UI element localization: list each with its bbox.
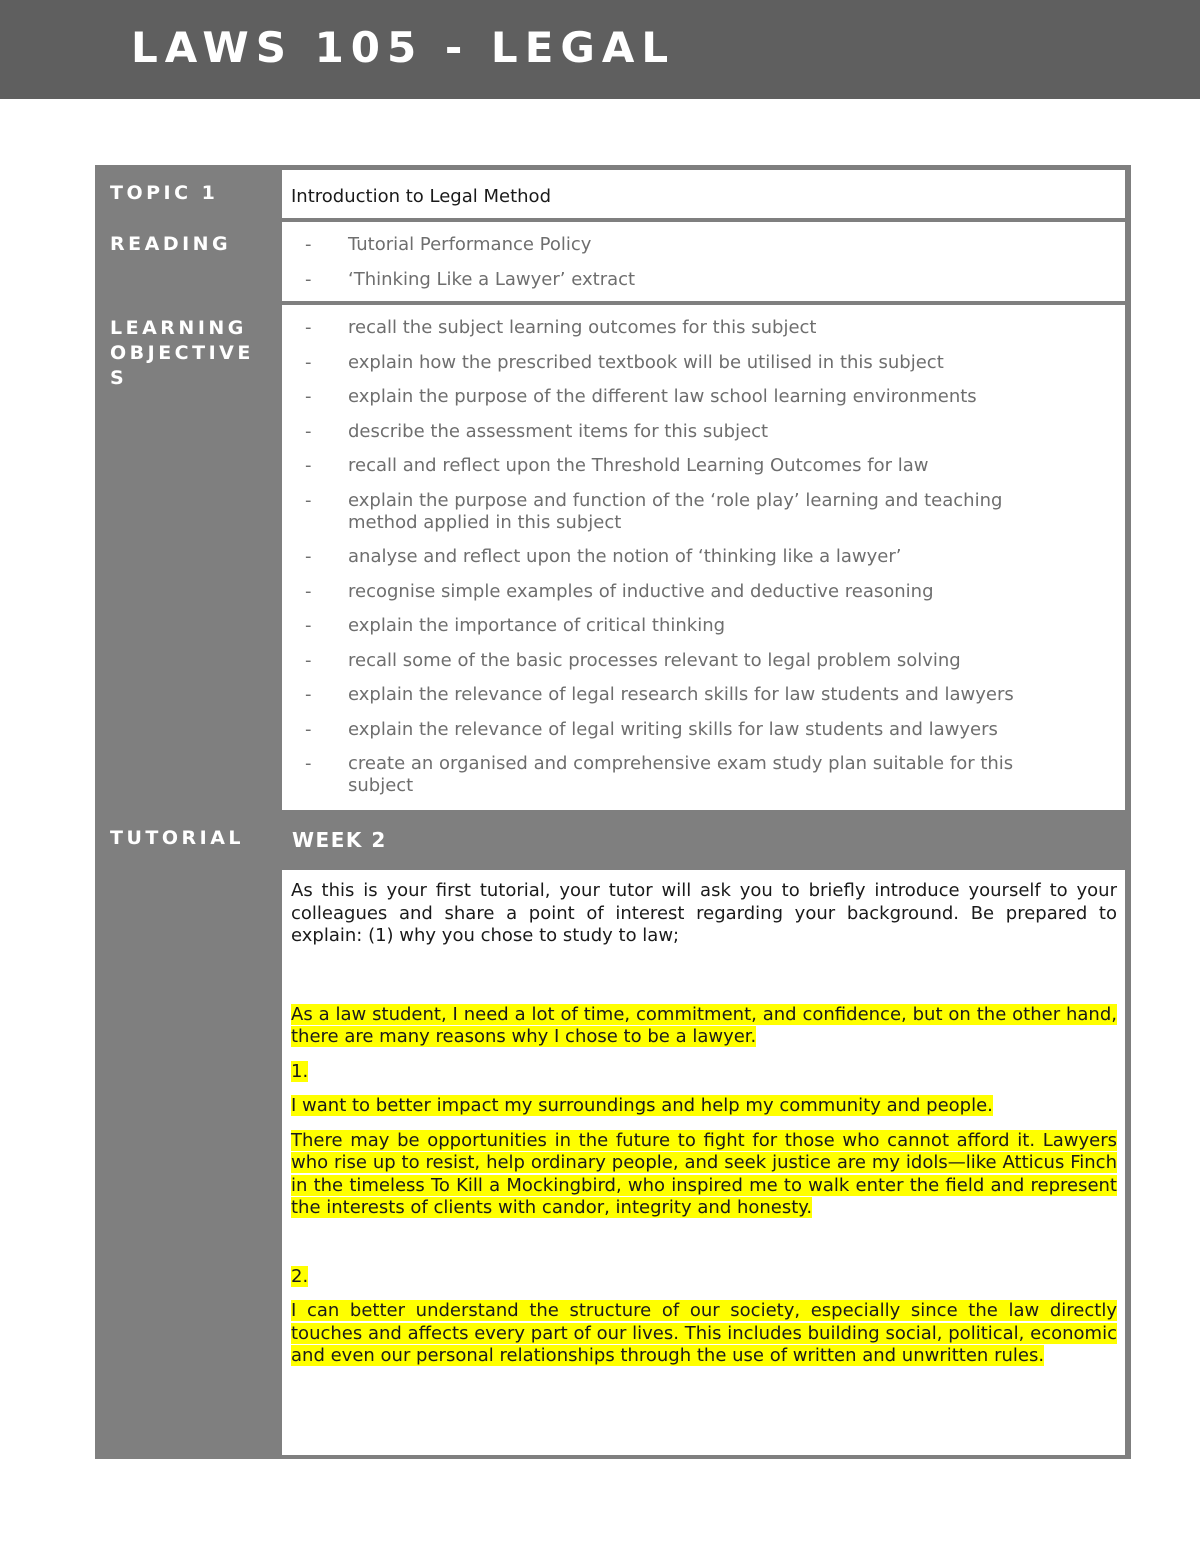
learning-objective-item-text: recall and reflect upon the Threshold Learning Outcomes for law xyxy=(348,455,929,476)
answer-intro-text: As a law student, I need a lot of time, commitment, and confidence, but on the other hand, there are many reasons why I chose to be a lawyer. xyxy=(291,1003,1117,1047)
learning-objective-item-text: explain the importance of critical thinking xyxy=(348,615,726,636)
topic-label: TOPIC 1 xyxy=(110,182,219,204)
learning-objective-item-text: describe the assessment items for this subject xyxy=(348,420,769,442)
dash-bullet: - xyxy=(305,718,312,740)
dash-bullet: - xyxy=(305,234,312,255)
tutorial-instructions-text: As this is your first tutorial, your tutor will ask you to briefly introduce yourself to your colleagues and share a point of interest regarding your background. Be prepared to explain: (1) why you chose to study to law; xyxy=(291,880,1117,946)
learning-objective-item xyxy=(282,490,1125,534)
dash-bullet: - xyxy=(305,455,312,476)
learning-objective-item-text: recognise simple examples of inductive and deductive reasoning xyxy=(348,580,934,602)
learning-objective-item xyxy=(282,455,1125,477)
dash-bullet: - xyxy=(305,753,312,774)
learning-objective-item-text: explain the purpose and function of the ‘role play’ learning and teaching method applied in this subject xyxy=(348,489,1003,533)
learning-objective-item xyxy=(282,546,1125,568)
topic-value: Introduction to Legal Method xyxy=(291,186,551,207)
point2-number-text: 2. xyxy=(291,1265,309,1287)
learning-objectives-list xyxy=(282,317,1125,810)
reading-item-text: Tutorial Performance Policy xyxy=(348,234,592,255)
learning-objective-item-text: explain how the prescribed textbook will be utilised in this subject xyxy=(348,351,944,373)
learning-objective-item-text: recall the subject learning outcomes for this subject xyxy=(348,317,817,338)
tutorial-week: WEEK 2 xyxy=(292,828,387,852)
learning-objective-item xyxy=(282,421,1125,443)
point1-body-text: There may be opportunities in the future to fight for those who cannot afford it. Lawyers who rise up to resist, help ordinary people, and seek justice are my idols—like Atticus Finch in the timeless To Kill a Mockingbird, who inspired me to walk enter the field and represent the interests of clients with candor, integrity and honesty. xyxy=(291,1129,1117,1218)
answer-intro xyxy=(291,1004,1117,1049)
learning-objective-item-text: explain the purpose of the different law school learning environments xyxy=(348,386,977,407)
learning-objective-item-text: create an organised and comprehensive exam study plan suitable for this subject xyxy=(348,753,1014,796)
reading-item xyxy=(282,234,1125,256)
point1-heading-text: I want to better impact my surroundings and help my community and people. xyxy=(291,1095,993,1116)
point2-body-text: I can better understand the structure of our society, especially since the law directly touches and affects every part of our lives. This includes building social, political, economic and even our personal relationships through the use of written and unwritten rules. xyxy=(291,1300,1117,1366)
learning-objective-item xyxy=(282,352,1125,374)
point1-number-text: 1. xyxy=(291,1060,309,1082)
tutorial-week-header xyxy=(282,812,1131,868)
learning-objective-item xyxy=(282,684,1125,706)
header-banner xyxy=(0,0,1200,99)
learning-objective-item xyxy=(282,581,1125,603)
document-title: LAWS 105 - LEGAL xyxy=(131,23,676,72)
point1-body xyxy=(291,1130,1117,1220)
learning-objective-item xyxy=(282,317,1125,339)
learning-objective-item xyxy=(282,719,1125,741)
learning-objectives-label: LEARNING OBJECTIVE S xyxy=(110,317,254,389)
learning-objective-item xyxy=(282,753,1125,797)
dash-bullet: - xyxy=(305,546,312,567)
dash-bullet: - xyxy=(305,615,312,636)
learning-objective-item-text: explain the relevance of legal writing skills for law students and lawyers xyxy=(348,718,998,740)
learning-objective-item xyxy=(282,386,1125,408)
dash-bullet: - xyxy=(305,489,312,511)
learning-objective-item xyxy=(282,615,1125,637)
topic-table xyxy=(95,165,1131,1459)
reading-item xyxy=(282,269,1125,291)
reading-cell xyxy=(282,222,1125,301)
dash-bullet: - xyxy=(305,351,312,373)
learning-objective-item-text: analyse and reflect upon the notion of ‘thinking like a lawyer’ xyxy=(348,546,902,567)
reading-item-text: ‘Thinking Like a Lawyer’ extract xyxy=(348,268,636,290)
dash-bullet: - xyxy=(305,649,312,671)
learning-objective-item-text: recall some of the basic processes relevant to legal problem solving xyxy=(348,649,961,671)
point1-number xyxy=(291,1061,1117,1084)
point1-heading xyxy=(291,1095,1117,1118)
dash-bullet: - xyxy=(305,684,312,705)
dash-bullet: - xyxy=(305,420,312,442)
tutorial-cell xyxy=(282,870,1125,1455)
point2-body xyxy=(291,1300,1117,1368)
point2-number xyxy=(291,1266,1117,1289)
learning-objective-item-text: explain the relevance of legal research skills for law students and lawyers xyxy=(348,684,1014,705)
dash-bullet: - xyxy=(305,317,312,338)
tutorial-instructions xyxy=(291,880,1117,948)
tutorial-label: TUTORIAL xyxy=(110,827,245,849)
learning-objectives-cell xyxy=(282,305,1125,810)
learning-objective-item xyxy=(282,650,1125,672)
tutorial-content xyxy=(291,880,1117,1368)
dash-bullet: - xyxy=(305,386,312,407)
reading-label: READING xyxy=(110,233,232,255)
dash-bullet: - xyxy=(305,580,312,602)
dash-bullet: - xyxy=(305,268,312,290)
reading-list xyxy=(282,234,1125,303)
topic-cell xyxy=(282,170,1125,218)
